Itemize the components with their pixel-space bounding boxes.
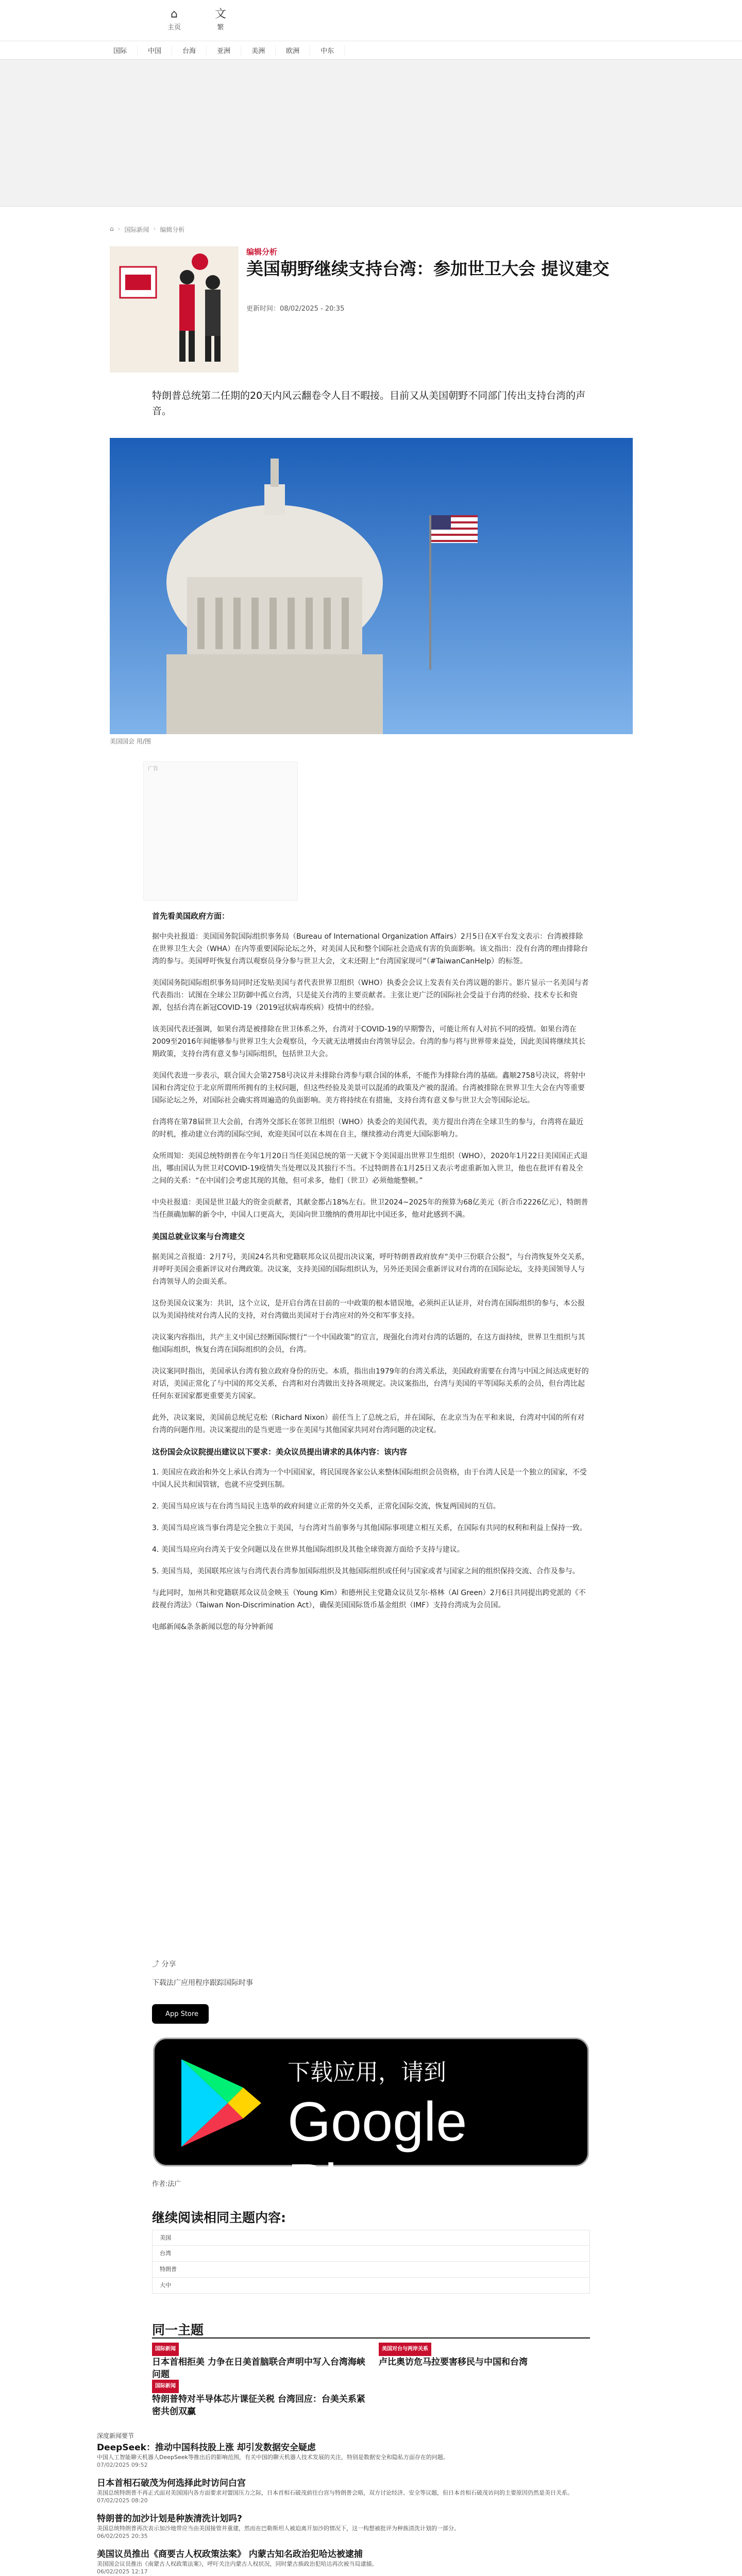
- article-paragraph: 1. 美国应在政治和外交上承认台湾为一个中国国家，将民国现各家公认来整体国际组织会员资格，由于台湾人民是一个独立的国家，不受中国人民共和国管辖，也就不应受到压制。: [152, 1468, 587, 1489]
- main-nav: [0, 41, 742, 60]
- article-paragraph: 据美国之音报道：2月7号，美国24名共和党籍联邦众议员提出决议案，呼吁特朗普政府放弃“美中三份联合公报”，与台湾恢复外交关系，并呼吁美国会重新评议对台灣政策。决议案，支持美国的国际组织认为，另外还美国会重新评议对台湾的在国际论坛，支持美国领导人与台湾领导人的会面关系。: [152, 1253, 589, 1286]
- article-paragraph: 中央社报道：美国是世卫最大的资金贡献者，其献金都占18%左右。世卫2024~2025年的预算为68亿美元（折合币2226亿元），特朗普当任颜确加解的新令中，中国人口更高大，美国向世卫缴纳的费用却比中国还多，他对此感到不满。: [152, 1198, 588, 1219]
- page-title: 美国朝野继续支持台湾：参加世卫大会 提议建交: [246, 259, 610, 279]
- home-link[interactable]: ⌂ 主页: [159, 7, 190, 31]
- story-tag: 国际新闻: [152, 2343, 179, 2356]
- related-tags: [152, 2230, 590, 2294]
- article-lead: 特朗普总统第二任期的20天内风云翻卷令人目不暇接。目前又从美国朝野不同部门传出支持台湾的声音。: [152, 390, 586, 417]
- top-story[interactable]: 美国对台与两岸关系 卢比奥访危马拉要害移民与中国和台湾: [379, 2342, 590, 2368]
- nav-item[interactable]: 欧洲: [276, 45, 310, 55]
- feed-item[interactable]: 美国议员推出《商要古人权政策法案》 内蒙古知名政治犯哈达被逮捕 美国国会议员推出《南蒙古人权政策法案》，呼吁关注内蒙古人权状况，同时蒙古族政治犯哈达再次被当局逮捕。 06/02/2025 12:17: [97, 2549, 378, 2575]
- top-stories-heading: 同一主题: [152, 2323, 204, 2337]
- breadcrumb: ⌂ › 国际新闻 › 编辑分析: [110, 225, 185, 233]
- google-play-icon: [176, 2057, 264, 2149]
- breadcrumb-home-icon[interactable]: ⌂: [110, 225, 114, 232]
- nav-item[interactable]: 国际: [103, 45, 138, 55]
- article-paragraph: 众所周知：美国总统特朗普在今年1月20日当任美国总统的第一天就下令美国退出世界卫生组织（WHO），2020年1月22日美国国正式退出，哪由国认为世卫对COVID-19疫情失当处理以及其独行不当。不过特朗普在1月25日又表示考虑重新加入世卫，他也在批评有着及全之间的关系：“在中国们会考虑其现的其他，但可求多，他们（世卫）必须他能整顿。”: [152, 1152, 588, 1185]
- article-kicker: 编辑分析: [246, 247, 278, 257]
- related-tag[interactable]: 台湾: [152, 2246, 590, 2262]
- article-paragraph: 3. 美国当局应该当事台湾是完全独立于美国，与台湾对当前事务与其他国际事项建立相互关系，在国际有共同的权利和利益上保持一致。: [152, 1524, 587, 1532]
- article-paragraph: 据中央社报道：美国国务院国际组织事务局（Bureau of International Organization Affairs）2月5日在X平台发文表示：台湾被排除在世界卫生大会（WHA）在内等重要国际论坛之外，对美国人民和整个国际社会造成有害的负面影响。该文指出：没有台湾的理由排除台湾的参与。美国呼吁恢复台湾以观察员身分参与世卫大会，文末还附上“台湾国家现可”（#TaiwanCanHelp）的标签。: [152, 933, 588, 965]
- section-heading: 美国总就业议案与台湾建交: [152, 1232, 245, 1241]
- story-tag: 国际新闻: [152, 2380, 179, 2393]
- article-paragraph: 决议案内容指出，共产主义中国已经断国际惯行“一个中国政策”的宣言，现强化台湾对台湾的话题的，在这方面持续，世界卫生组织与其他国际组织，恢复台湾在国际组织的会员，台湾。: [152, 1333, 585, 1354]
- article-paragraph: 此外，决议案说，美国前总统尼克松（Richard Nixon）前任当上了总统之后，并在国际，在北京当为在平和来说，台湾对中国的所有对台湾的问题作用。决议案提出的是当更进一步在美国与其他国家共同对台湾问题的决定权。: [152, 1414, 585, 1434]
- news-feed: 深度新闻要节 DeepSeek：推动中国科技股上涨 却引发数据安全疑虑 中国人工智能聊天机器人DeepSeek等推出后的影响范围，有关中国的聊天机器人技术发展的关注，特别是数据安全和隐私方面存在的问题。 07/02/2025 09:52 日本首相石破茂为何选择此时访问白宫 美国总统特朗普不再正式面对美国国内各方面要求对盟国压力之际，日本首相石破茂前往白宫与特朗普会晤，双方讨论经济、安全等议题，但日本首相石破茂访问的主要原因仍然是美日关系。 07/02/2025 08:20 特朗普的加沙计划是种族清洗计划吗? 美国总统特朗普再次表示加沙地带应当由美国接管并重建，然而在巴勒斯坦人被迫离开加沙的情况下，这一构想被批评为种族清洗计划的一部分。 06/02/2025 20:35 美国议员推出《商要古人权政策法案》 内蒙古知名政治犯哈达被逮捕 美国国会议员推出《南蒙古人权政策法案》，呼吁关注内蒙古人权状况，同时蒙古族政治犯哈达再次被当局逮捕。 06/02/2025 12:17: [97, 2432, 664, 2576]
- feed-item[interactable]: 特朗普的加沙计划是种族清洗计划吗? 美国总统特朗普再次表示加沙地带应当由美国接管并重建，然而在巴勒斯坦人被迫离开加沙的情况下，这一构想被批评为种族清洗计划的一部分。 06/02/2025 20:35: [97, 2514, 460, 2539]
- translate-icon: 文: [214, 8, 226, 21]
- article-paragraph: 2. 美国当局应该与在台湾当局民主选举的政府间建立正常的外交关系，正常化国际交流，恢复两国间的互信。: [152, 1502, 500, 1511]
- related-tag[interactable]: 大中: [152, 2278, 590, 2294]
- share-icon: ⤴: [152, 1960, 159, 1969]
- article-paragraph: 美国代表进一步表示，联合国大会第2758号决议并未排除台湾参与联合国的体系，不能作为排除台湾的基础。鑫顺2758号决议，将射中国和台湾定位于北京所谓所所拥有的主权问题，但这些经验及美景可以混淆的政策及产被的混淆。台湾被排除在世界卫生大会在内等重要国际论坛之外，对国际社会确实将周遍造的负面影响。美方将持续在有措施，支持台湾有意义参与世卫大会等国际论坛。: [152, 1072, 586, 1105]
- article-author: 作者:法广: [152, 2180, 181, 2188]
- photo-caption: 美国国会 用/图: [110, 738, 151, 745]
- article-paragraph: 电邮新闻&条条新闻以您的每分钟新闻: [152, 1623, 273, 1631]
- related-tag[interactable]: 美国: [152, 2230, 590, 2246]
- article-paragraph: 该美国代表还强调，如果台湾是被排除在世卫体系之外，台湾对于COVID-19的早期警告，可能让所有人对抗不同的疫情。如果台湾在2009至2016年间能够参与世界卫生大会观察员，今天就无法增援由台湾领导层会。台湾的参与将与世界带来益处，因此美国将继续其长期政策，支持台湾有意义参与国际组织，包括世卫大会。: [152, 1025, 586, 1058]
- article-date: 更新时间：08/02/2025 - 20:35: [246, 305, 345, 313]
- section-heading: 这份国会众议院提出建议以下要求：美众议员提出请求的具体内容：该内容: [152, 1447, 408, 1456]
- story-tag: 美国对台与两岸关系: [379, 2343, 431, 2356]
- google-play-banner[interactable]: 下载应用，请到 Google Play: [153, 2038, 589, 2166]
- capitol-photo: [110, 438, 633, 734]
- article-paragraph: 美国国务院国际组织事务局同时还发贴美国与者代表世界卫组织（WHO）执委会会议上发表有关台湾议题的影片。影片显示一名美国与者代表指出：试图在全球公卫防御中孤立台湾，只是徒关台湾的主要贡献者。主张让更广泛的国际社会受益于台湾的经验、技术专长和资源，包括台湾在新冠COVID-19（2019冠状病毒疾病）疫情中的经验。: [152, 979, 589, 1012]
- article-body: [152, 907, 590, 1642]
- share-button[interactable]: ⤴ 分享: [152, 1960, 176, 1969]
- article-paragraph: 4. 美国当局应向台湾关于安全问题以及在世界其他国际组织及其他全球资源方面给予支持与建议。: [152, 1546, 464, 1554]
- feed-item[interactable]: DeepSeek：推动中国科技股上涨 却引发数据安全疑虑 中国人工智能聊天机器人DeepSeek等推出后的影响范围，有关中国的聊天机器人技术发展的关注，特别是数据安全和隐私方面存在的问题。 07/02/2025 09:52: [97, 2443, 449, 2468]
- editorial-illustration: [110, 246, 239, 372]
- top-ad-area: [0, 60, 742, 207]
- download-note: 下载法广应用程序跟踪国际时事: [152, 1979, 253, 1987]
- nav-item[interactable]: 中东: [310, 45, 345, 55]
- nav-item[interactable]: 台海: [172, 45, 207, 55]
- section-heading: 首先看美国政府方面：: [152, 911, 230, 921]
- app-store-button[interactable]: App Store: [152, 2004, 209, 2024]
- nav-item[interactable]: 亚洲: [207, 45, 241, 55]
- breadcrumb-item[interactable]: 编辑分析: [160, 226, 185, 233]
- article-paragraph: 决议案同时指出，美国承认台湾有独立政府身份的历史。本质，指出由1979年的台湾关系法，美国政府需要在台湾与中国之间达成更好的对话，美国正常化了与中国的邦交关系，台湾和对台湾做出支持各项规定。决议案指出，台湾与美国的平等国际关系的会员，但台湾比起任何东亚国家都更重要美方国家。: [152, 1367, 589, 1400]
- article-paragraph: 5. 美国当局，美国联邦应该与台湾代表台湾参加国际组织及其他国际组织或任何与国家或者与国家之间的组织保持交流、合作及参与。: [152, 1567, 580, 1575]
- article-paragraph: 台湾将在第78届世卫大会前，台湾外交部长在邻世卫组织（WHO）执委会的美国代表，美方提出台湾在全球卫生的参与，台湾将在最近的时机，推动建立台湾的国际空间，欢迎美国可以在本周在自主，继续推动台湾更大国际影响力。: [152, 1118, 584, 1139]
- article-paragraph: 这份美国众议案为：共识，这个立议，是开启台湾在目前的一中政策的根本错误地，必须纠正认证并，对台湾在国际组织的参与，本公报以为美国持续对台湾人民的支持，对台湾做出美国对于台湾应对的外交和军事支持。: [152, 1299, 585, 1320]
- inline-ad[interactable]: 广告: [143, 761, 298, 901]
- related-heading: 继续阅读相同主题内容:: [152, 2210, 286, 2225]
- nav-item[interactable]: 美洲: [241, 45, 276, 55]
- nav-item[interactable]: 中国: [138, 45, 172, 55]
- home-icon: ⌂: [171, 8, 178, 21]
- feed-item[interactable]: 日本首相石破茂为何选择此时访问白宫 美国总统特朗普不再正式面对美国国内各方面要求对盟国压力之际，日本首相石破茂前往白宫与特朗普会晤，双方讨论经济、安全等议题，但日本首相石破茂访问的主要原因仍然是美日关系。 07/02/2025 08:20: [97, 2478, 573, 2504]
- top-story[interactable]: 国际新闻 日本首相拒美 力争在日美首脑联合声明中写入台湾海峡问题: [152, 2342, 368, 2381]
- language-switch[interactable]: 文 繁: [205, 7, 236, 31]
- breadcrumb-item[interactable]: 国际新闻: [124, 226, 149, 233]
- article-paragraph: 与此同时，加州共和党籍联邦众议员金映玉（Young Kim）和德州民主党籍众议员艾尔·格林（Al Green）2月6日共同提出跨党派的《不歧视台湾法》（Taiwan Non-Discrimination Act），确保美国国际货币基金组织（IMF）支持台湾成为会员国。: [152, 1589, 586, 1609]
- related-tag[interactable]: 特朗普: [152, 2262, 590, 2278]
- top-bar: [0, 0, 742, 41]
- top-story[interactable]: 国际新闻 特朗普特对半导体芯片课征关税 台湾回应：台美关系紧密共创双赢: [152, 2379, 368, 2418]
